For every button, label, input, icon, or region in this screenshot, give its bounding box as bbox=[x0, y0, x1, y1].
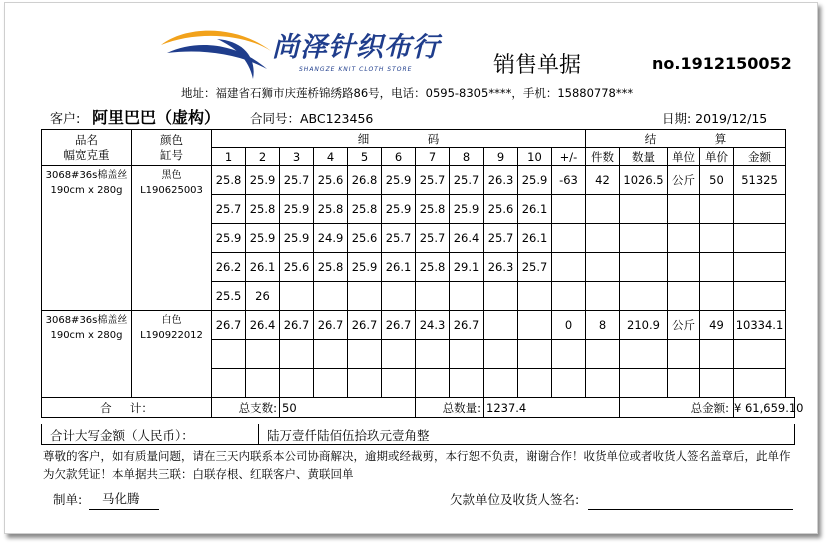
settle-cell: 8 bbox=[586, 311, 620, 340]
settle-cell bbox=[620, 224, 668, 253]
size-cell bbox=[246, 369, 280, 398]
col-header-product bbox=[42, 130, 132, 166]
size-cell: 24.9 bbox=[314, 224, 348, 253]
brand-name-en: SHANGZE KNIT CLOTH STORE bbox=[299, 66, 413, 73]
size-cell: 25.7 bbox=[450, 166, 484, 195]
brand-name-cn: 尚泽针织布行 bbox=[272, 32, 440, 63]
size-col-header: 4 bbox=[314, 148, 348, 166]
maker-label: 制单: bbox=[53, 492, 83, 507]
size-cell bbox=[484, 282, 518, 311]
settle-cell bbox=[700, 253, 734, 282]
size-cell: 25.9 bbox=[212, 224, 246, 253]
settle-cell bbox=[668, 369, 700, 398]
settle-cell: 公斤 bbox=[668, 166, 700, 195]
settle-cell bbox=[734, 224, 786, 253]
settle-cell bbox=[700, 195, 734, 224]
total-amount-value: ¥ 61,659.10 bbox=[734, 398, 795, 418]
amount-in-words-row bbox=[41, 424, 795, 445]
size-cell bbox=[552, 195, 586, 224]
size-cell: 25.6 bbox=[484, 195, 518, 224]
color-name: 黑色 bbox=[161, 170, 182, 181]
product-spec: 190cm x 280g bbox=[50, 185, 123, 196]
size-cell: 26.7 bbox=[382, 311, 416, 340]
settle-cell bbox=[620, 195, 668, 224]
document-title: 销售单据 bbox=[493, 53, 582, 78]
total-pieces-value: 50 bbox=[280, 398, 416, 418]
sales-table bbox=[41, 129, 804, 418]
size-cell: 24.3 bbox=[416, 311, 450, 340]
settle-cell: 50 bbox=[700, 166, 734, 195]
size-cell: 25.7 bbox=[518, 253, 552, 282]
total-pieces-label: 总支数: bbox=[212, 398, 280, 418]
size-cell: 25.7 bbox=[280, 166, 314, 195]
size-col-header: 8 bbox=[450, 148, 484, 166]
settle-cell bbox=[620, 369, 668, 398]
size-cell: 26.1 bbox=[518, 195, 552, 224]
size-cell bbox=[484, 369, 518, 398]
size-cell bbox=[484, 340, 518, 369]
size-cell: 25.8 bbox=[348, 195, 382, 224]
size-cell: 25.6 bbox=[348, 224, 382, 253]
lot-number: L190922012 bbox=[140, 330, 203, 341]
size-cell: 25.8 bbox=[246, 195, 280, 224]
size-col-header: 9 bbox=[484, 148, 518, 166]
size-cell: 25.9 bbox=[348, 253, 382, 282]
size-col-header: 6 bbox=[382, 148, 416, 166]
size-cell bbox=[212, 340, 246, 369]
contract-number: 合同号：ABC123456 bbox=[250, 111, 374, 126]
settle-cell bbox=[668, 282, 700, 311]
settle-cell: 1026.5 bbox=[620, 166, 668, 195]
size-cell bbox=[484, 311, 518, 340]
size-cell bbox=[348, 369, 382, 398]
settle-cell bbox=[668, 195, 700, 224]
amount-words-divider bbox=[258, 424, 259, 444]
settle-col-header: 单价 bbox=[700, 148, 734, 166]
document-date: 日期: 2019/12/15 bbox=[662, 111, 768, 126]
settle-col-header: 数量 bbox=[620, 148, 668, 166]
size-cell: 25.7 bbox=[416, 224, 450, 253]
settle-cell bbox=[586, 282, 620, 311]
size-cell: 26.1 bbox=[246, 253, 280, 282]
size-cell bbox=[518, 369, 552, 398]
settle-cell bbox=[700, 369, 734, 398]
size-cell: 25.9 bbox=[518, 166, 552, 195]
settle-col-header: 单位 bbox=[668, 148, 700, 166]
document-number: no.1912150052 bbox=[652, 54, 792, 73]
size-cell bbox=[416, 282, 450, 311]
settle-col-header: 金额 bbox=[734, 148, 786, 166]
total-row bbox=[42, 398, 795, 418]
size-col-header: 2 bbox=[246, 148, 280, 166]
size-cell: 26.2 bbox=[212, 253, 246, 282]
size-cell bbox=[552, 253, 586, 282]
size-cell bbox=[212, 369, 246, 398]
sales-receipt-sheet bbox=[4, 2, 818, 534]
settle-cell bbox=[734, 340, 786, 369]
size-cell: 26.7 bbox=[280, 311, 314, 340]
table-row bbox=[42, 166, 795, 195]
product-name: 3068#36s棉盖丝 bbox=[45, 315, 128, 326]
settle-cell bbox=[586, 340, 620, 369]
col-header-detail: 细 码 bbox=[212, 130, 586, 148]
settle-cell bbox=[700, 282, 734, 311]
size-cell: 26.3 bbox=[484, 166, 518, 195]
settle-cell bbox=[586, 224, 620, 253]
size-cell bbox=[416, 340, 450, 369]
total-amount-label: 总金额: bbox=[620, 398, 734, 418]
product-spec: 190cm x 280g bbox=[50, 330, 123, 341]
total-qty-label: 总数量: bbox=[416, 398, 484, 418]
size-cell: 26.4 bbox=[246, 311, 280, 340]
size-cell: 25.7 bbox=[382, 224, 416, 253]
signature-line bbox=[588, 509, 793, 510]
size-cell: 25.9 bbox=[246, 166, 280, 195]
size-cell: 25.8 bbox=[314, 253, 348, 282]
size-cell bbox=[518, 282, 552, 311]
size-cell bbox=[450, 369, 484, 398]
color-cell bbox=[132, 311, 212, 398]
color-cell bbox=[132, 166, 212, 311]
col-header-spec: 幅宽克重 bbox=[63, 147, 110, 162]
col-header-lot: 缸号 bbox=[160, 147, 183, 162]
size-cell: 25.6 bbox=[280, 253, 314, 282]
maker-underline bbox=[89, 509, 159, 510]
settle-cell: 210.9 bbox=[620, 311, 668, 340]
settle-col-header: 件数 bbox=[586, 148, 620, 166]
size-cell bbox=[552, 369, 586, 398]
size-cell: 26.3 bbox=[484, 253, 518, 282]
company-address: 地址：福建省石狮市庆莲桥锦绣路86号，电话：0595-8305****，手机：15880778*** bbox=[181, 86, 634, 100]
settle-cell bbox=[586, 195, 620, 224]
amount-words-value: 陆万壹仟陆佰伍拾玖元壹角整 bbox=[267, 428, 430, 443]
size-cell: -63 bbox=[552, 166, 586, 195]
settle-cell bbox=[668, 253, 700, 282]
size-col-header: +/- bbox=[552, 148, 586, 166]
size-cell: 25.9 bbox=[280, 195, 314, 224]
size-cell bbox=[246, 340, 280, 369]
size-cell bbox=[416, 369, 450, 398]
size-cell: 25.9 bbox=[246, 224, 280, 253]
amount-words-label: 合计大写金额（人民币）： bbox=[50, 428, 194, 443]
size-cell: 25.7 bbox=[484, 224, 518, 253]
product-name: 3068#36s棉盖丝 bbox=[45, 170, 128, 181]
size-col-header: 3 bbox=[280, 148, 314, 166]
settle-cell bbox=[668, 340, 700, 369]
maker-name: 马化腾 bbox=[102, 491, 140, 506]
size-cell bbox=[518, 311, 552, 340]
size-cell bbox=[314, 282, 348, 311]
size-col-header: 10 bbox=[518, 148, 552, 166]
size-cell: 26.8 bbox=[348, 166, 382, 195]
col-header-color bbox=[132, 130, 212, 166]
size-cell: 26 bbox=[246, 282, 280, 311]
size-cell: 25.8 bbox=[416, 195, 450, 224]
lot-number: L190625003 bbox=[140, 185, 203, 196]
size-cell bbox=[450, 282, 484, 311]
size-cell: 25.7 bbox=[212, 195, 246, 224]
signature-label: 欠款单位及收货人签名: bbox=[450, 492, 580, 507]
size-cell bbox=[348, 282, 382, 311]
settle-cell bbox=[620, 282, 668, 311]
size-cell bbox=[518, 340, 552, 369]
size-cell: 25.8 bbox=[416, 253, 450, 282]
settle-cell: 42 bbox=[586, 166, 620, 195]
settle-cell bbox=[620, 253, 668, 282]
settle-cell: 公斤 bbox=[668, 311, 700, 340]
size-cell: 25.7 bbox=[416, 166, 450, 195]
settle-cell bbox=[734, 195, 786, 224]
size-cell bbox=[382, 369, 416, 398]
size-cell: 26.7 bbox=[348, 311, 382, 340]
swoosh-logo-icon bbox=[157, 23, 275, 81]
size-cell bbox=[280, 340, 314, 369]
total-qty-value: 1237.4 bbox=[484, 398, 620, 418]
col-header-settle: 结 算 bbox=[586, 130, 786, 148]
settle-cell bbox=[586, 253, 620, 282]
settle-cell bbox=[734, 282, 786, 311]
size-cell bbox=[552, 340, 586, 369]
size-cell: 25.9 bbox=[382, 195, 416, 224]
size-cell bbox=[552, 224, 586, 253]
size-cell: 26.1 bbox=[518, 224, 552, 253]
settle-cell bbox=[668, 224, 700, 253]
settle-cell bbox=[734, 253, 786, 282]
brand-logo bbox=[157, 23, 487, 81]
size-cell: 26.4 bbox=[450, 224, 484, 253]
size-cell bbox=[280, 369, 314, 398]
size-cell bbox=[382, 282, 416, 311]
col-header-color-name: 颜色 bbox=[160, 132, 183, 147]
size-cell: 25.6 bbox=[314, 166, 348, 195]
settle-cell: 51325 bbox=[734, 166, 786, 195]
color-name: 白色 bbox=[161, 315, 182, 326]
size-cell: 26.1 bbox=[382, 253, 416, 282]
product-cell bbox=[42, 166, 132, 311]
settle-cell: 10334.1 bbox=[734, 311, 786, 340]
product-cell bbox=[42, 311, 132, 398]
size-cell: 25.8 bbox=[314, 195, 348, 224]
size-cell bbox=[552, 282, 586, 311]
customer-name: 阿里巴巴（虚构） bbox=[92, 108, 221, 127]
settle-cell: 49 bbox=[700, 311, 734, 340]
size-cell bbox=[382, 340, 416, 369]
table-row bbox=[42, 311, 795, 340]
settle-cell bbox=[734, 369, 786, 398]
size-cell: 25.8 bbox=[212, 166, 246, 195]
total-label: 合 计： bbox=[42, 398, 212, 418]
size-cell: 26.7 bbox=[314, 311, 348, 340]
size-cell: 26.7 bbox=[212, 311, 246, 340]
settle-cell bbox=[700, 340, 734, 369]
size-cell: 25.9 bbox=[450, 195, 484, 224]
size-col-header: 5 bbox=[348, 148, 382, 166]
size-cell: 29.1 bbox=[450, 253, 484, 282]
size-col-header: 7 bbox=[416, 148, 450, 166]
size-cell bbox=[314, 369, 348, 398]
size-cell: 26.7 bbox=[450, 311, 484, 340]
settle-cell bbox=[586, 369, 620, 398]
customer-notice: 尊敬的客户，如有质量问题，请在三天内联系本公司协商解决，逾期或经裁剪，本行恕不负责，谢谢合作！收货单位或者收货人签名盖章后，此单作为欠款凭证！本单据共三联：白联存根、红联客户、黄联回单 bbox=[43, 449, 791, 481]
size-cell: 25.9 bbox=[382, 166, 416, 195]
size-cell: 25.9 bbox=[280, 224, 314, 253]
settle-cell bbox=[620, 340, 668, 369]
size-col-header: 1 bbox=[212, 148, 246, 166]
size-cell bbox=[314, 340, 348, 369]
col-header-product-name: 品名 bbox=[75, 132, 98, 147]
size-cell bbox=[450, 340, 484, 369]
size-cell bbox=[280, 282, 314, 311]
size-cell: 0 bbox=[552, 311, 586, 340]
settle-cell bbox=[700, 224, 734, 253]
size-cell: 25.5 bbox=[212, 282, 246, 311]
customer-label: 客户: bbox=[50, 112, 81, 127]
size-cell bbox=[348, 340, 382, 369]
